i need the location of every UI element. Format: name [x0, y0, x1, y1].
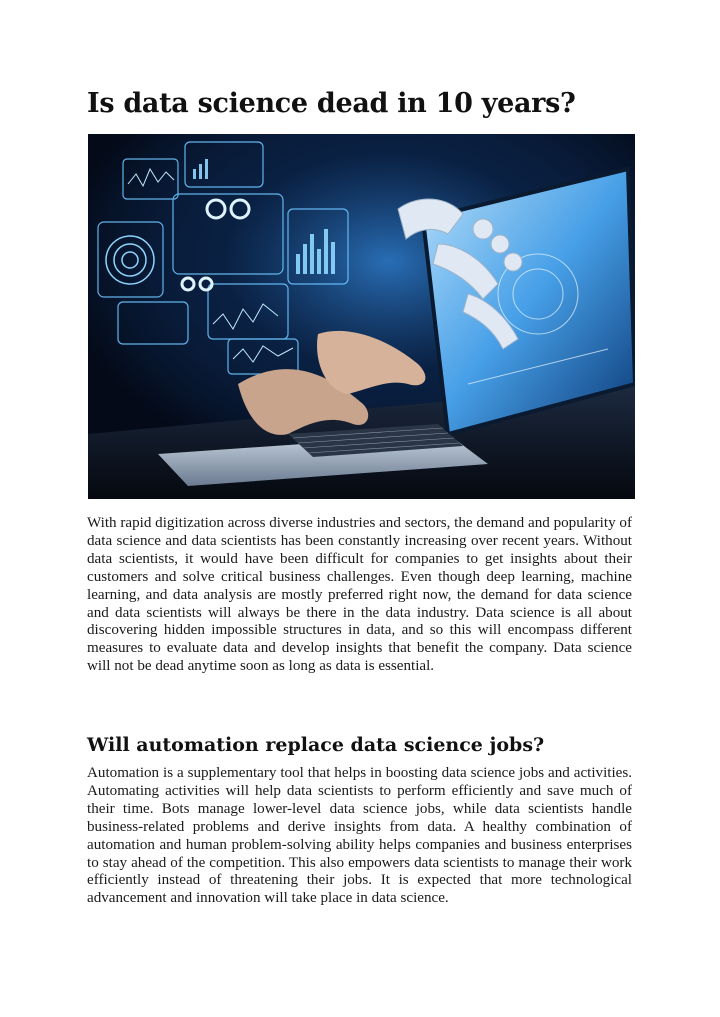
body-paragraph-2: Automation is a supplementary tool that helps in boosting data science jobs and activities. Automating activities will help data scientists to perform efficiently and save much of their time. Bots manage lower-level data science jobs, while data scientists handle business-related problems and derive insights from data. A healthy combination of automation and human problem-solving ability helps companies and business enterprises to stay ahead of the competition. This also empowers data scientists to manage their work efficiently instead of threatening their jobs. It is expected that more technological advancement and innovation will take place in data science.	[87, 765, 632, 907]
page-title: Is data science dead in 10 years?	[87, 88, 576, 119]
section-heading: Will automation replace data science jobs?	[87, 734, 545, 756]
body-paragraph-1: With rapid digitization across diverse industries and sectors, the demand and popularity of data science and data scientists has been constantly increasing over recent years. Without data scientists, it would have been difficult for companies to get insights about their customers and solve critical business challenges. Even though deep learning, machine learning, and data analysis are mostly preferred right now, the demand for data science and data scientists will always be there in the data industry. Data science is all about discovering hidden impossible structures in data, and so this will encompass different measures to evaluate data and develop insights that benefit the company. Data science will not be dead anytime soon as long as data is essential.	[87, 515, 632, 675]
hero-illustration	[88, 134, 635, 499]
hero-image	[88, 134, 635, 499]
